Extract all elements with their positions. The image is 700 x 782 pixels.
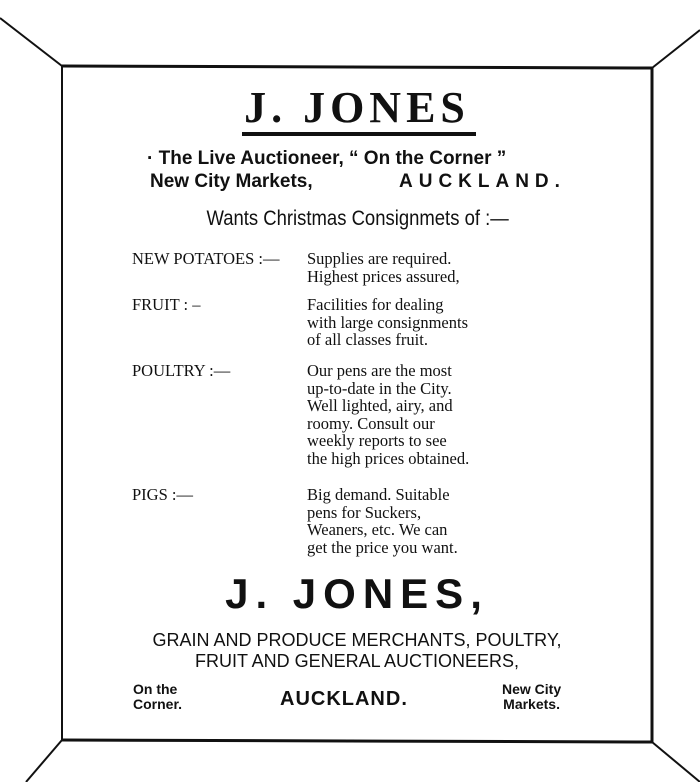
wants-heading: Wants Christmas Consignmets of :— (206, 207, 509, 230)
item-label-poultry: POULTRY :— (132, 361, 231, 380)
headline-underline (242, 132, 476, 136)
footer-location-right: New City Markets. (502, 681, 562, 712)
company-name: J. JONES, (225, 570, 489, 617)
item-text-fruit: Facilities for dealing with large consignments of all classes fruit. (307, 295, 469, 349)
trade-description-2: FRUIT AND GENERAL AUCTIONEERS, (194, 651, 520, 671)
corner-line-top-right (652, 30, 700, 68)
corner-line-top-left (0, 18, 62, 66)
border-top (62, 66, 652, 68)
border-bottom (62, 740, 652, 742)
item-text-poultry: Our pens are the most up-to-date in the City. Well lighted, airy, and roomy. Consult our weekly reports to see the high prices obtained. (307, 361, 470, 468)
item-text-pigs: Big demand. Suitable pens for Suckers, Weaners, etc. We can get the price you want. (307, 485, 458, 557)
city-name: AUCKLAND. (399, 171, 566, 192)
tagline: · The Live Auctioneer, “ On the Corner ” (147, 148, 507, 169)
item-label-fruit: FRUIT : – (132, 295, 201, 314)
item-label-pigs: PIGS :— (132, 485, 193, 504)
item-text-potatoes: Supplies are required. Highest prices assured, (307, 249, 460, 286)
advertisement (62, 70, 652, 738)
headline: J. JONES (244, 83, 470, 132)
item-label-potatoes: NEW POTATOES :— (132, 249, 280, 268)
footer-location-left: On the Corner. (133, 681, 183, 712)
trade-description-1: GRAIN AND PRODUCE MERCHANTS, POULTRY, (152, 630, 562, 650)
corner-line-bottom-right (652, 742, 700, 782)
market-name: New City Markets, (150, 171, 313, 192)
corner-line-bottom-left (26, 740, 62, 782)
footer-city: AUCKLAND. (280, 688, 408, 710)
